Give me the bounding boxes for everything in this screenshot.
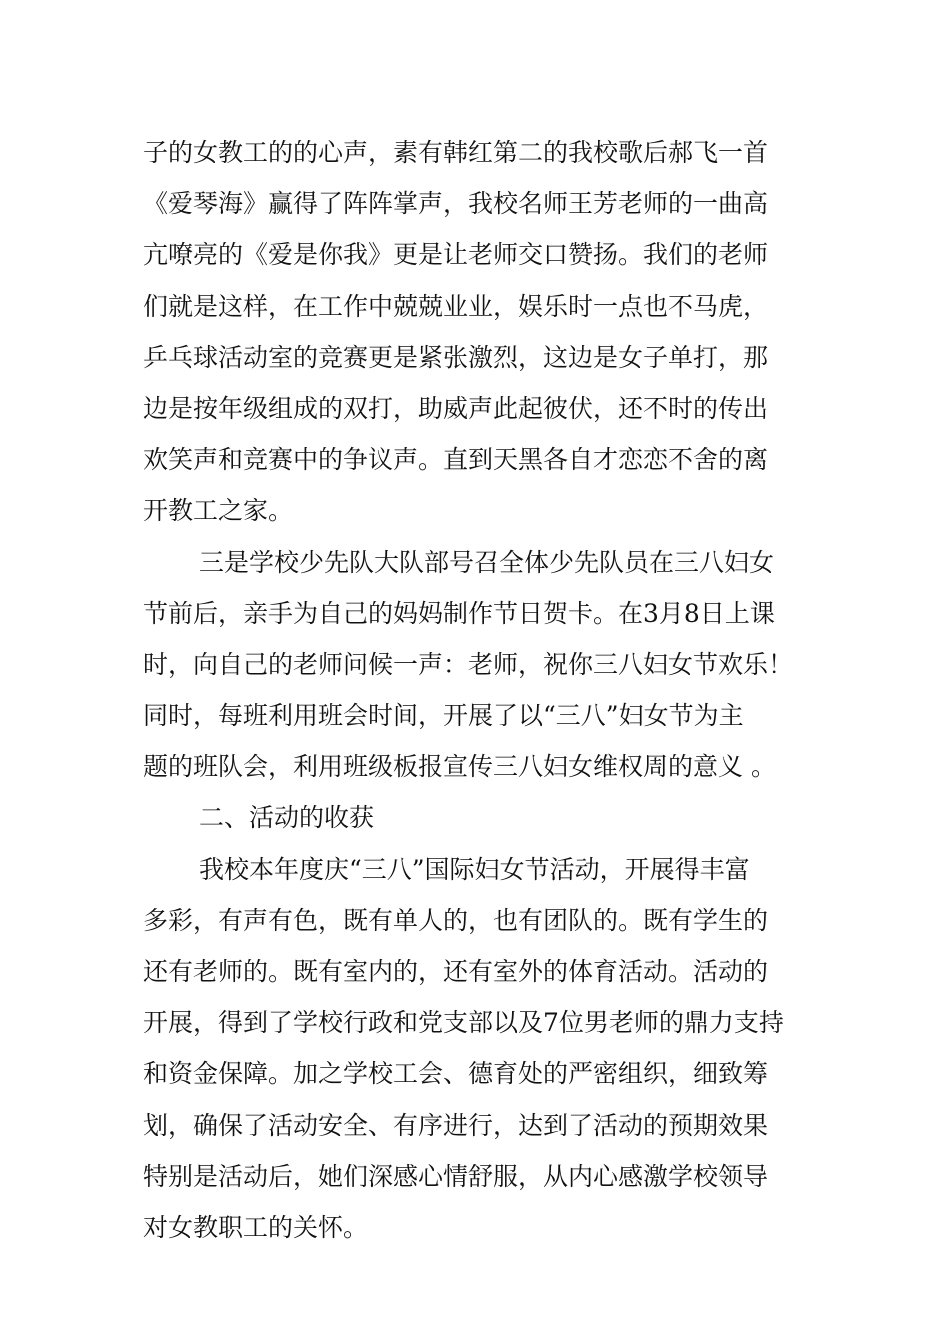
text-line: 边是按年级组成的双打，助威声此起彼伏，还不时的传出 bbox=[143, 393, 769, 423]
text-line: 特别是活动后，她们深感心情舒服，从内心感激学校领导 bbox=[143, 1161, 769, 1191]
text-line: 对女教职工的关怀。 bbox=[143, 1212, 369, 1242]
text-line: 划，确保了活动安全、有序进行，达到了活动的预期效果 bbox=[143, 1110, 769, 1140]
section-heading: 二、活动的收获 bbox=[199, 803, 375, 833]
text-line: 开展，得到了学校行政和党支部以及7位男老师的鼎力支持 bbox=[143, 1008, 784, 1038]
text-line: 还有老师的。既有室内的，还有室外的体育活动。活动的 bbox=[143, 957, 769, 986]
text-line: 乒乓球活动室的竞赛更是紧张激烈，这边是女子单打，那 bbox=[143, 342, 769, 372]
text-line: 《爱琴海》赢得了阵阵掌声，我校名师王芳老师的一曲高 bbox=[143, 189, 769, 219]
text-line: 们就是这样，在工作中兢兢业业，娱乐时一点也不马虎， bbox=[143, 291, 769, 321]
text-line: 多彩，有声有色，既有单人的，也有团队的。既有学生的 bbox=[143, 905, 769, 935]
text-line: 欢笑声和竞赛中的争议声。直到天黑各自才恋恋不舍的离 bbox=[143, 445, 769, 475]
text-line: 题的班队会，利用班级板报宣传三八妇女维权周的意义 。 bbox=[143, 752, 776, 782]
body-text bbox=[143, 127, 813, 1253]
text-line: 亢嘹亮的《爱是你我》更是让老师交口赞扬。我们的老师 bbox=[143, 240, 769, 270]
text-line: 和资金保障。加之学校工会、德育处的严密组织，细致筹 bbox=[143, 1059, 769, 1089]
text-line: 子的女教工的的心声，素有韩红第二的我校歌后郝飞一首 bbox=[143, 138, 769, 167]
text-line: 节前后，亲手为自己的妈妈制作节日贺卡。在3月8日上课 bbox=[143, 598, 775, 628]
text-line: 开教工之家。 bbox=[143, 496, 294, 526]
text-line: 同时，每班利用班会时间，开展了以“三八”妇女节为主 bbox=[143, 701, 744, 731]
paragraph-start-line: 三是学校少先队大队部号召全体少先队员在三八妇女 bbox=[199, 547, 775, 577]
text-line: 时，向自己的老师问候一声：老师，祝你三八妇女节欢乐！ bbox=[143, 649, 794, 679]
paragraph-start-line: 我校本年度庆“三八”国际妇女节活动，开展得丰富 bbox=[199, 854, 750, 884]
